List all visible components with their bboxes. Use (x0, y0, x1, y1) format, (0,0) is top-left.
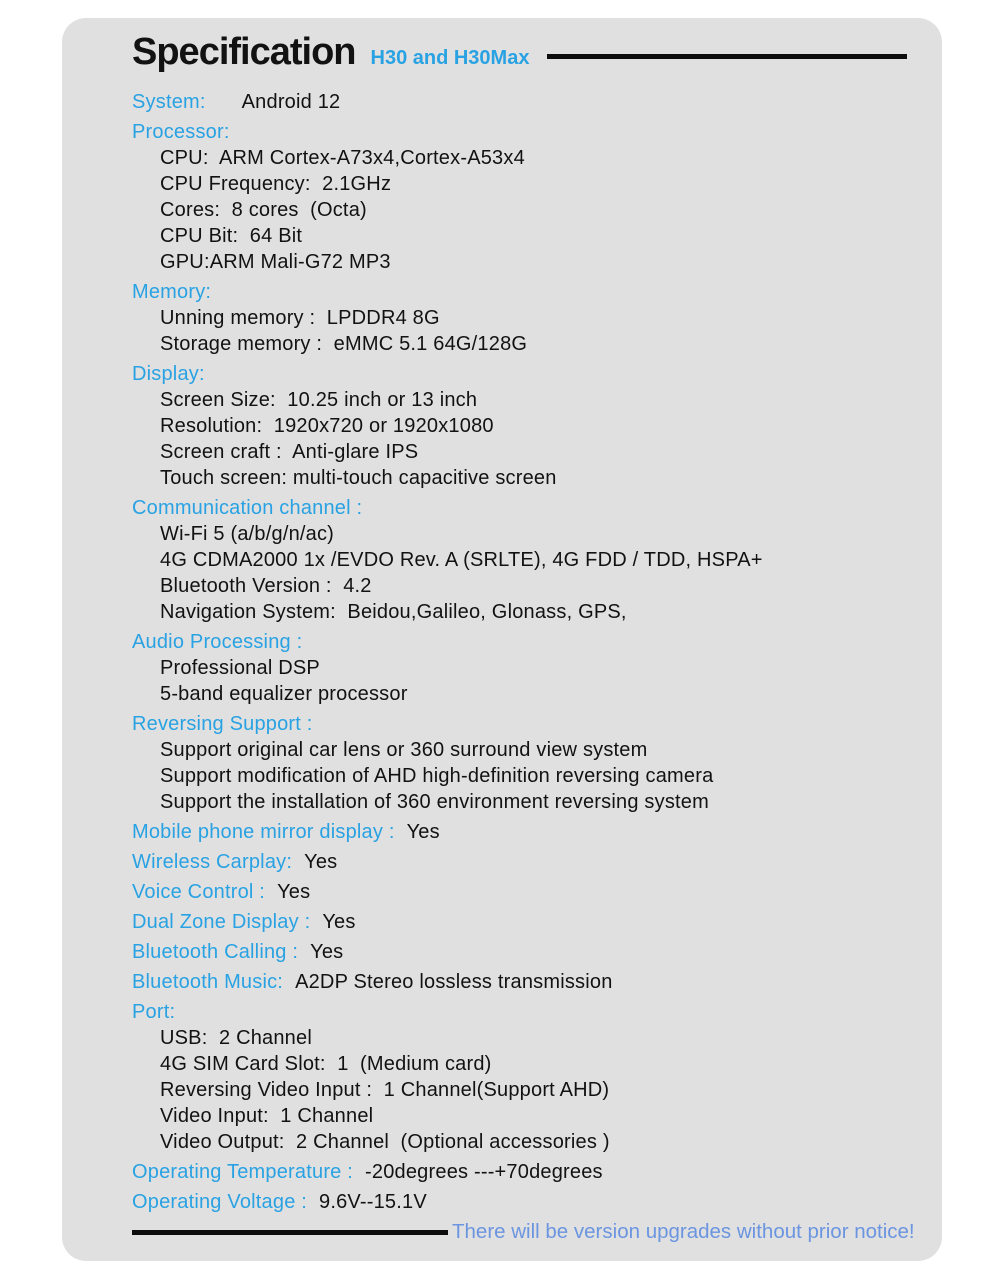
spec-item-row: 5-band equalizer processor (160, 683, 408, 705)
spec-label: Operating Voltage : (132, 1191, 308, 1213)
spec-item-row: Support original car lens or 360 surround view system (160, 739, 648, 761)
spec-rows (132, 89, 942, 1215)
spec-item-row: CPU Frequency: 2.1GHz (160, 173, 392, 195)
spec-label: Operating Temperature : (132, 1161, 354, 1183)
spec-section-row (132, 969, 942, 995)
spec-label: Voice Control : (132, 881, 266, 903)
spec-item-row: Bluetooth Version : 4.2 (160, 575, 372, 597)
spec-item-row: Touch screen: multi-touch capacitive screen (160, 467, 557, 489)
page-title: Specification (132, 31, 356, 73)
spec-item-row: Support the installation of 360 environment reversing system (160, 791, 709, 813)
spec-label: Dual Zone Display : (132, 911, 311, 933)
spec-item-row: USB: 2 Channel (160, 1027, 312, 1049)
spec-section-row (132, 939, 942, 965)
footer-divider-line (132, 1230, 448, 1235)
spec-item-row: Cores: 8 cores (Octa) (160, 199, 367, 221)
spec-item-row: CPU: ARM Cortex-A73x4,Cortex-A53x4 (160, 147, 525, 169)
spec-card-content (62, 18, 942, 1215)
spec-item-row: Unning memory : LPDDR4 8G (160, 307, 440, 329)
spec-item-row: Support modification of AHD high-definition reversing camera (160, 765, 714, 787)
spec-value: -20degrees ---+70degrees (365, 1161, 603, 1183)
spec-value: Android 12 (241, 91, 341, 113)
spec-section-row (132, 629, 942, 655)
spec-value: Yes (322, 911, 356, 933)
spec-item-row: Screen craft : Anti-glare IPS (160, 441, 419, 463)
spec-label: Mobile phone mirror display : (132, 821, 395, 843)
spec-item-row: Wi-Fi 5 (a/b/g/n/ac) (160, 523, 335, 545)
spec-section-row (132, 1159, 942, 1185)
spec-section-row (132, 999, 942, 1025)
spec-section-row (132, 89, 942, 115)
spec-section-row (132, 279, 942, 305)
spec-item-row: 4G SIM Card Slot: 1 (Medium card) (160, 1053, 492, 1075)
spec-section-row (132, 1189, 942, 1215)
spec-label: Bluetooth Music: (132, 971, 284, 993)
spec-label: Memory: (132, 281, 212, 303)
spec-label: Audio Processing : (132, 631, 303, 653)
spec-item-row: Resolution: 1920x720 or 1920x1080 (160, 415, 494, 437)
spec-card (62, 18, 942, 1261)
spec-section-row (132, 879, 942, 905)
spec-section-row (132, 495, 942, 521)
spec-value: 9.6V--15.1V (319, 1191, 427, 1213)
spec-item-row: 4G CDMA2000 1x /EVDO Rev. A (SRLTE), 4G FDD / TDD, HSPA+ (160, 549, 763, 571)
spec-item-row: Storage memory : eMMC 5.1 64G/128G (160, 333, 528, 355)
spec-value: Yes (304, 851, 338, 873)
spec-label: System: (132, 91, 206, 113)
spec-label: Reversing Support : (132, 713, 313, 735)
spec-label: Display: (132, 363, 205, 385)
spec-section-row (132, 711, 942, 737)
spec-item-row: CPU Bit: 64 Bit (160, 225, 303, 247)
model-subtitle: H30 and H30Max (370, 47, 530, 69)
spec-section-row (132, 909, 942, 935)
spec-footer (132, 1220, 942, 1244)
spec-label: Processor: (132, 121, 230, 143)
spec-section-row (132, 361, 942, 387)
spec-item-row: Professional DSP (160, 657, 320, 679)
spec-value: Yes (310, 941, 344, 963)
spec-label: Bluetooth Calling : (132, 941, 299, 963)
spec-label: Port: (132, 1001, 176, 1023)
spec-value: Yes (406, 821, 440, 843)
spec-section-row (132, 819, 942, 845)
spec-item-row: Video Output: 2 Channel (Optional accessories ) (160, 1131, 610, 1153)
spec-item-row: GPU:ARM Mali-G72 MP3 (160, 251, 391, 273)
version-notice-text: There will be version upgrades without prior notice! (452, 1220, 915, 1243)
spec-value: A2DP Stereo lossless transmission (295, 971, 613, 993)
spec-item-row: Reversing Video Input : 1 Channel(Support AHD) (160, 1079, 610, 1101)
spec-section-row (132, 849, 942, 875)
spec-label: Wireless Carplay: (132, 851, 293, 873)
spec-label: Communication channel : (132, 497, 363, 519)
header-divider-line (547, 54, 907, 59)
spec-section-row (132, 119, 942, 145)
spec-item-row: Screen Size: 10.25 inch or 13 inch (160, 389, 478, 411)
spec-header (132, 28, 942, 76)
spec-item-row: Video Input: 1 Channel (160, 1105, 374, 1127)
spec-item-row: Navigation System: Beidou,Galileo, Glonass, GPS, (160, 601, 627, 623)
spec-value: Yes (277, 881, 311, 903)
